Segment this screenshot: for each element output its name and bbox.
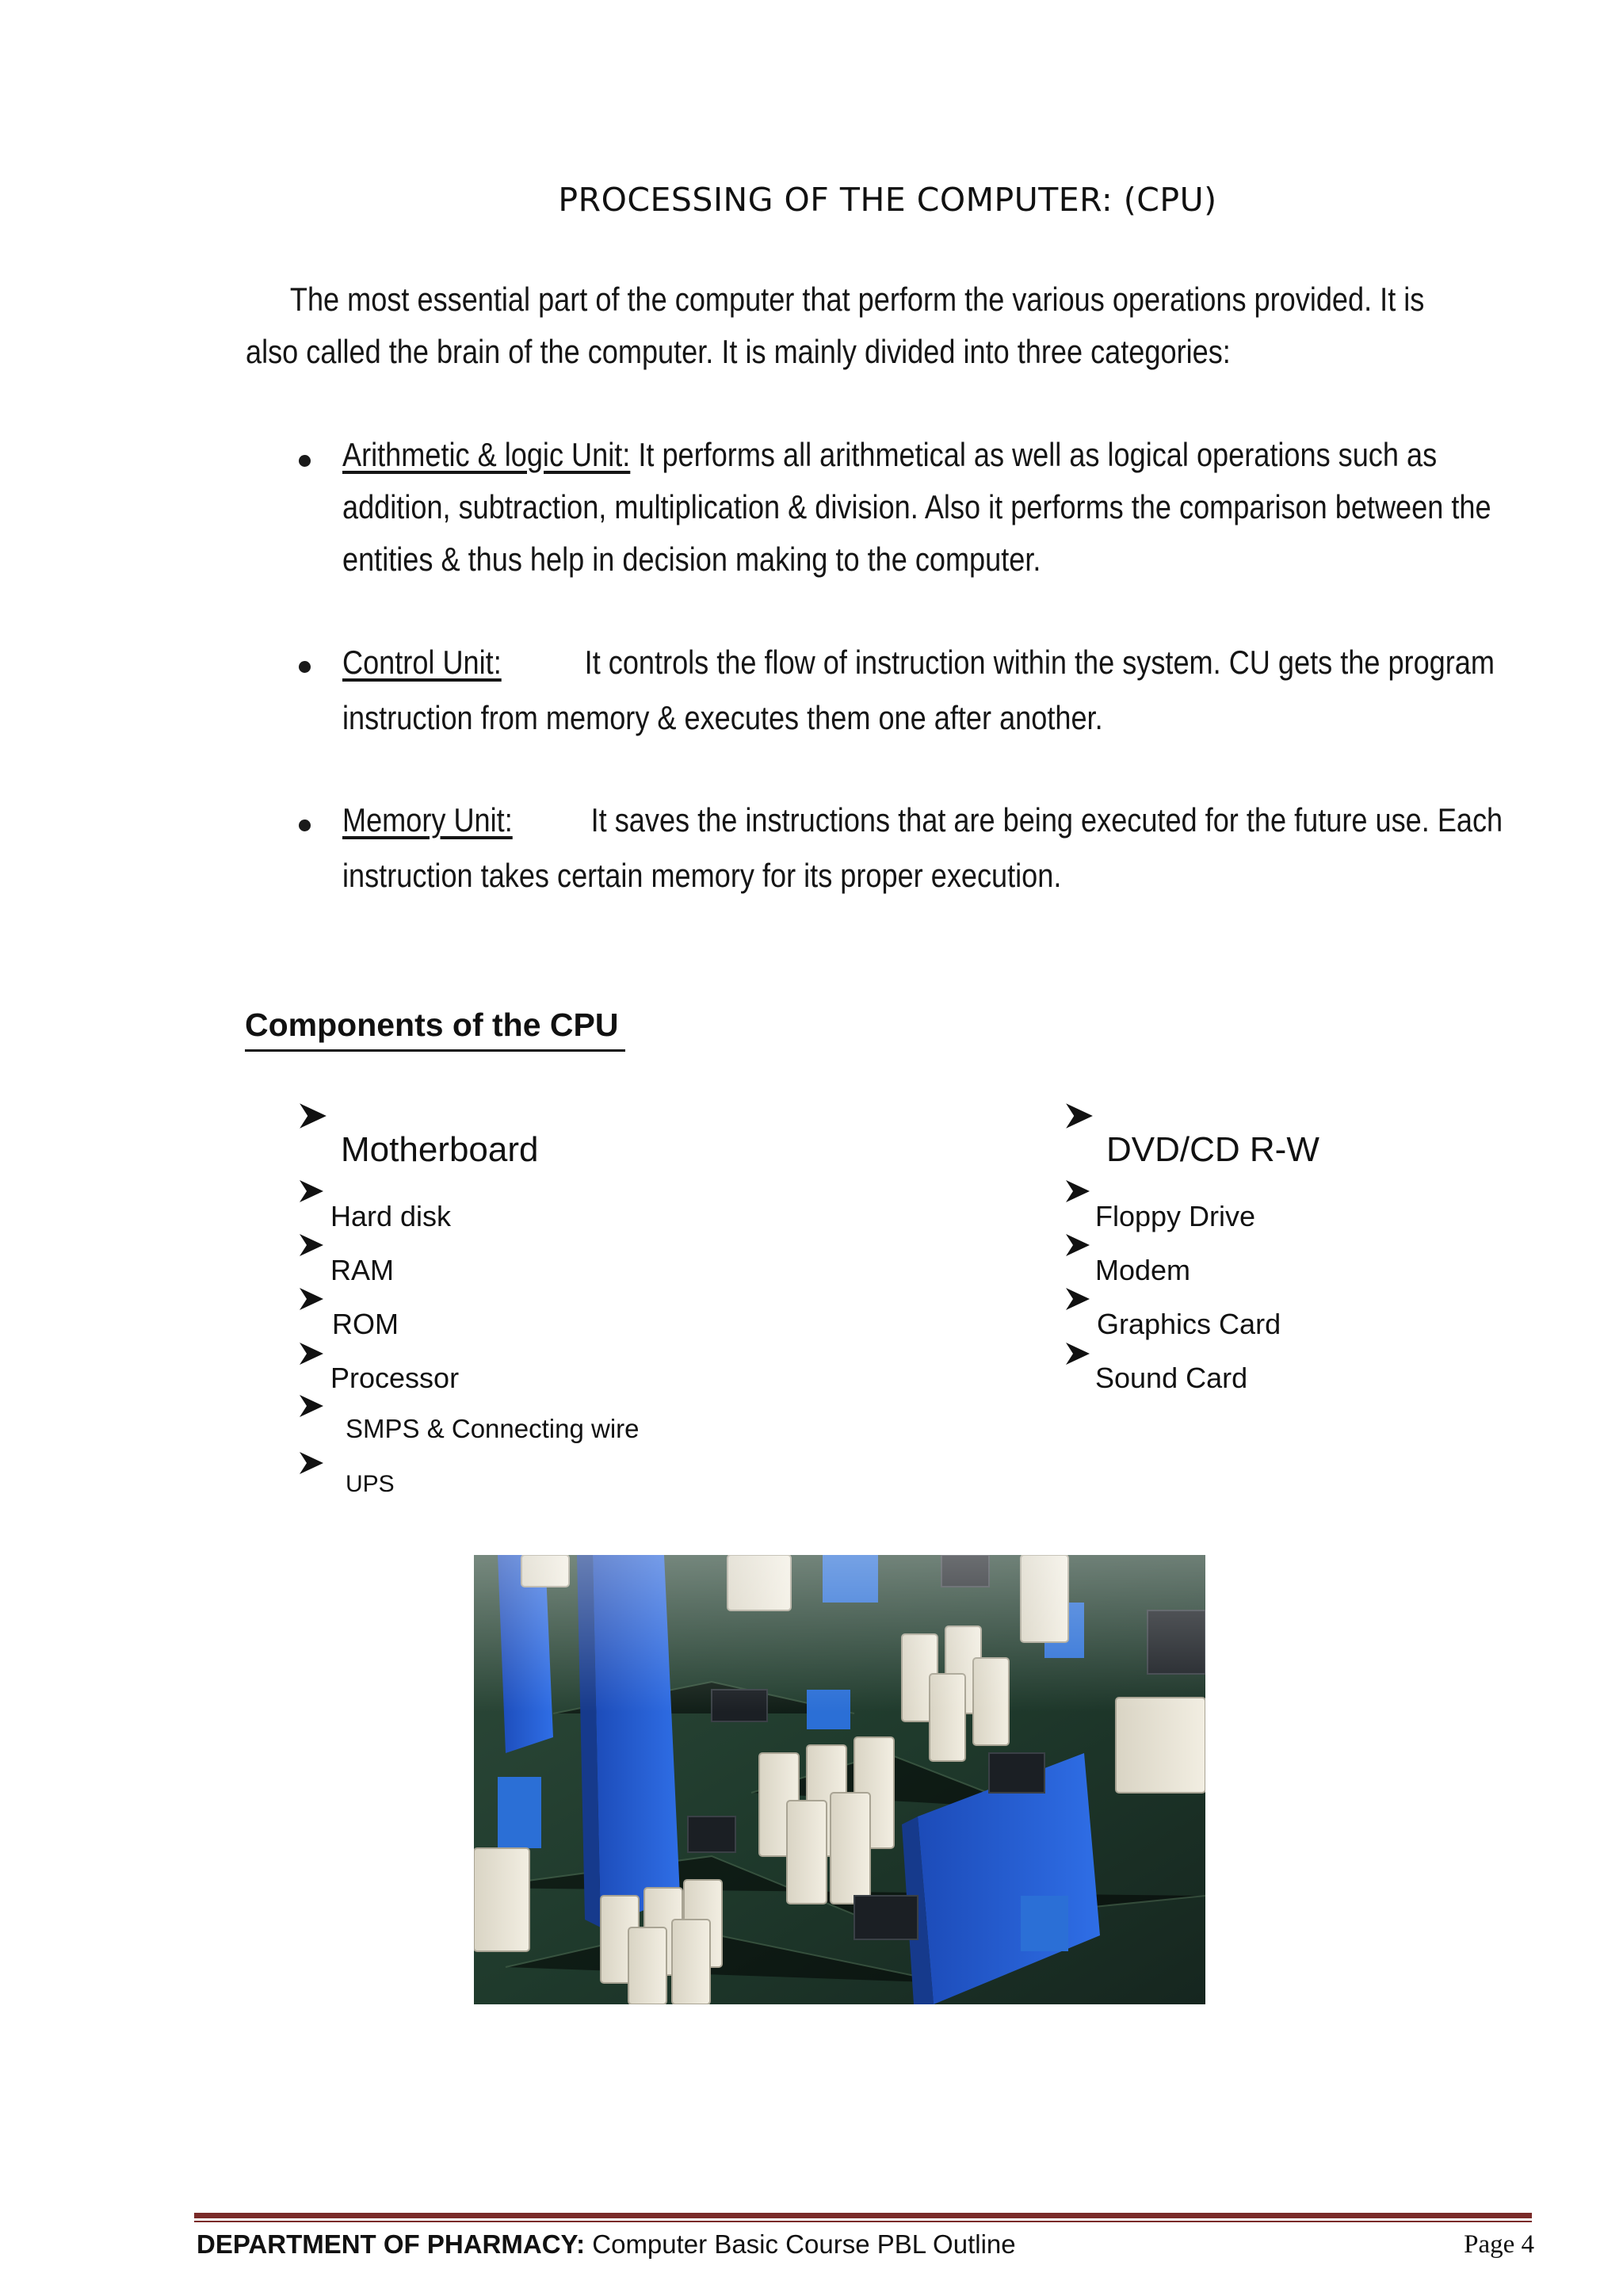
component-item: Graphics Card	[1097, 1308, 1281, 1340]
arrow-bullet-icon	[299, 1286, 324, 1312]
component-item: ROM	[332, 1308, 399, 1340]
category-text: instruction takes certain memory for its proper execution.	[342, 857, 1062, 894]
component-item: RAM	[330, 1254, 394, 1286]
footer-rule-thin	[194, 2221, 1532, 2222]
category-label: Arithmetic & logic Unit:	[342, 436, 631, 473]
category-label: Control Unit:	[342, 644, 502, 681]
component-item: Floppy Drive	[1095, 1200, 1256, 1232]
footer-course	[197, 2229, 1016, 2260]
category-alu	[342, 429, 1542, 586]
arrow-bullet-icon	[299, 1393, 324, 1419]
page-number: Page 4	[1464, 2230, 1534, 2259]
arrow-bullet-icon	[299, 1179, 324, 1204]
arrow-bullet-icon	[299, 1450, 324, 1476]
footer-rule	[194, 2213, 1532, 2218]
components-heading: Components of the CPU	[245, 1007, 619, 1043]
component-item: Sound Card	[1095, 1362, 1248, 1394]
arrow-bullet-icon	[1065, 1102, 1094, 1130]
arrow-bullet-icon	[1065, 1341, 1090, 1366]
arrow-bullet-icon	[299, 1102, 327, 1130]
bullet-dot	[299, 661, 311, 673]
bullet-dot	[299, 455, 311, 467]
component-item: Hard disk	[330, 1200, 452, 1232]
component-item: Modem	[1095, 1254, 1191, 1286]
category-text: entities & thus help in decision making to the computer.	[342, 541, 1041, 578]
category-control-unit	[342, 635, 1542, 746]
category-label: Memory Unit:	[342, 801, 513, 839]
circuit-board-photo	[474, 1555, 1205, 2004]
page-title: PROCESSING OF THE COMPUTER: (CPU)	[558, 181, 1217, 219]
arrow-bullet-icon	[299, 1341, 324, 1366]
intro-line-2: also called the brain of the computer. It is mainly divided into three categories:	[246, 333, 1231, 370]
heading-underline	[245, 1049, 625, 1052]
footer-course-title: Computer Basic Course PBL Outline	[585, 2229, 1016, 2259]
category-text: It saves the instructions that are being executed for the future use. Each	[590, 801, 1503, 839]
component-item: Processor	[330, 1362, 460, 1394]
footer-dept: DEPARTMENT OF PHARMACY:	[197, 2229, 586, 2259]
category-text: addition, subtraction, multiplication & division. Also it performs the comparison between the	[342, 488, 1491, 525]
arrow-bullet-icon	[1065, 1232, 1090, 1258]
category-text: instruction from memory & executes them one after another.	[342, 699, 1103, 736]
component-item: SMPS & Connecting wire	[346, 1414, 640, 1443]
category-text: It controls the flow of instruction within the system. CU gets the program	[584, 644, 1495, 681]
arrow-bullet-icon	[299, 1232, 324, 1258]
intro-paragraph	[246, 273, 1459, 378]
arrow-bullet-icon	[1065, 1286, 1090, 1312]
arrow-bullet-icon	[1065, 1179, 1090, 1204]
intro-line-1: The most essential part of the computer that perform the various operations provided. It is	[289, 281, 1425, 318]
component-item: DVD/CD R-W	[1106, 1130, 1319, 1169]
category-text: It performs all arithmetical as well as logical operations such as	[630, 436, 1438, 473]
component-item: UPS	[346, 1471, 395, 1497]
component-item: Motherboard	[341, 1130, 539, 1169]
category-memory-unit	[342, 793, 1542, 904]
bullet-dot	[299, 819, 311, 831]
